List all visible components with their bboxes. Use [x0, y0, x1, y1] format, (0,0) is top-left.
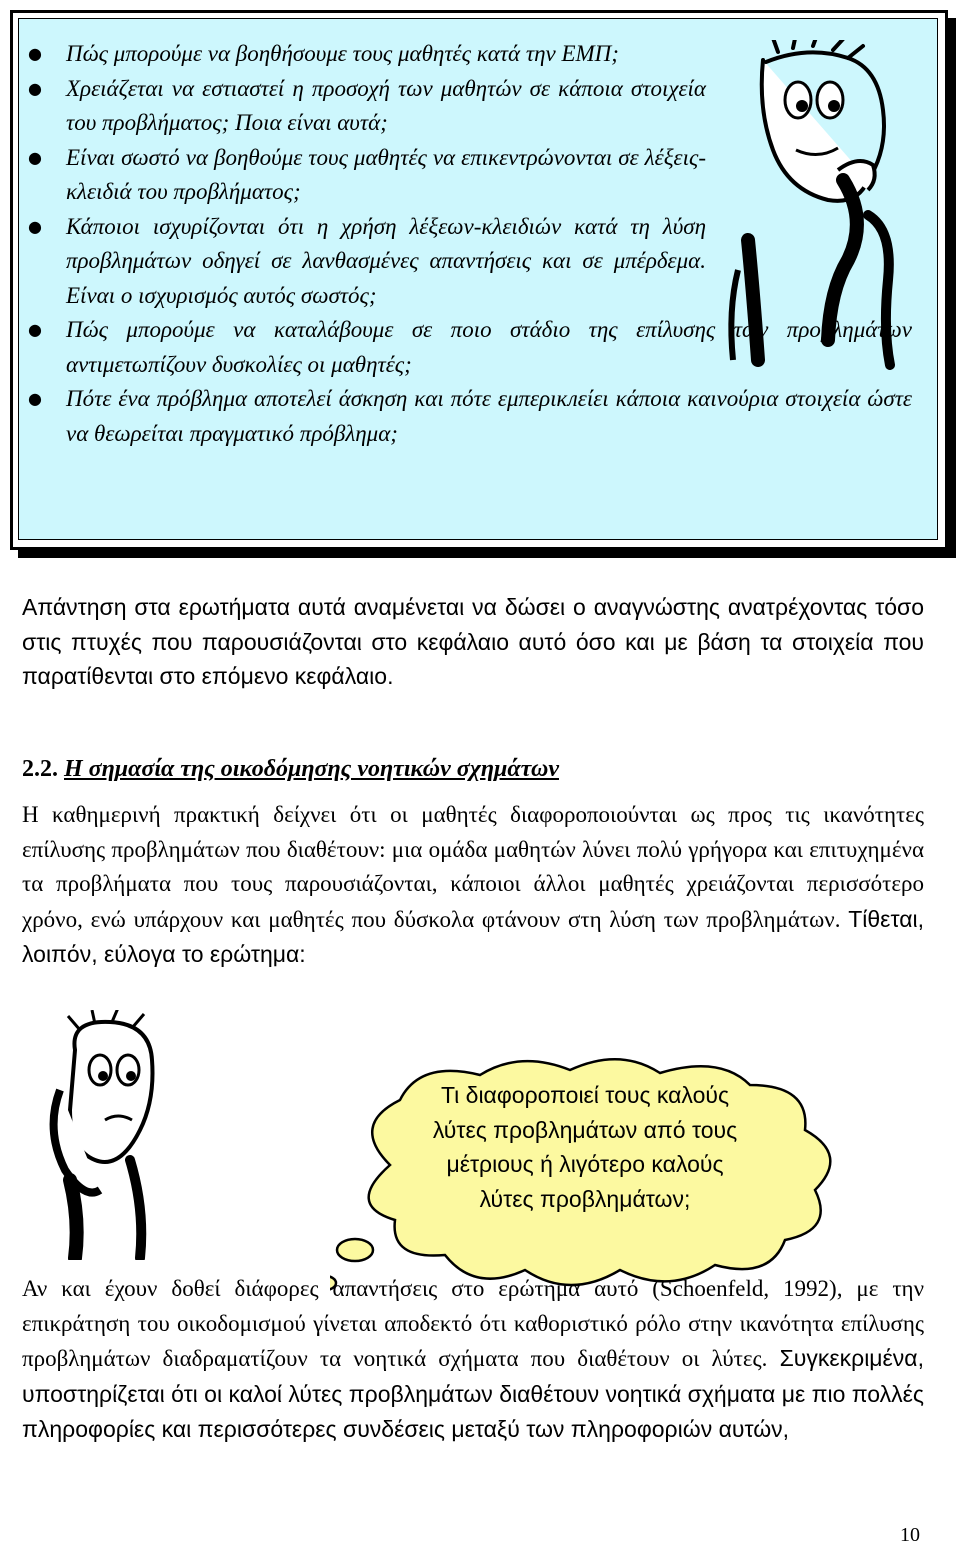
- eye-icon: [785, 82, 811, 118]
- question-item: ● Είναι σωστό να βοηθούμε τους μαθητές να επικεντρώνονται σε λέξεις-κλειδιά του προβλήματος;: [66, 141, 706, 210]
- section-heading: [22, 756, 559, 783]
- cloud-line: μέτριους ή λιγότερο καλούς: [446, 1151, 724, 1177]
- body-paragraph-1: [22, 798, 924, 973]
- paragraph-1-sans-text: Τίθεται, λοιπόν, εύλογα το ερώτημα:: [22, 905, 924, 967]
- cloud-question: [370, 1078, 800, 1216]
- paragraph-2-sans-text: Συγκεκριμένα, υποστηρίζεται ότι οι καλοί λύτες προβλημάτων διαθέτουν νοητικά σχήματα με πιο πολλές πληροφορίες και περισσότερες συνδέσεις μεταξύ των πληροφοριών αυτών,: [22, 1345, 924, 1442]
- body-paragraph-2: [22, 1272, 924, 1448]
- paragraph-2-serif-text: Αν και έχουν δοθεί διάφορες απαντήσεις στο ερώτημα αυτό (Schoenfeld, 1992), με την επικράτηση του οικοδομισμού γίνεται αποδεκτό ότι καθοριστικό ρόλο στην ικανότητα επίλυσης προβλημάτων διαδραματίζουν τα νοητικά σχήματα που διαθέτουν οι λύτες.: [22, 1276, 924, 1371]
- question-item: ● Κάποιοι ισχυρίζονται ότι η χρήση λέξεων-κλειδιών κατά τη λύση προβλημάτων οδηγεί σε λανθασμένες απαντήσεις και σε μπέρδεμα. Είναι ο ισχυρισμός αυτός σωστός;: [66, 210, 706, 314]
- question-item: ● Πώς μπορούμε να καταλάβουμε σε ποιο στάδιο της επίλυσης των προβλημάτων αντιμετωπίζουν δυσκολίες οι μαθητές;: [66, 313, 912, 382]
- worried-person-illustration: [40, 1010, 180, 1260]
- eye-icon: [817, 82, 843, 118]
- cloud-line: λύτες προβλημάτων;: [479, 1185, 691, 1212]
- cloud-line: Τι διαφοροποιεί τους καλούς: [440, 1082, 730, 1108]
- cloud-line: λύτες προβλημάτων από τους: [432, 1116, 738, 1143]
- question-item: ● Πώς μπορούμε να βοηθήσουμε τους μαθητές κατά την ΕΜΠ;: [66, 37, 706, 72]
- page-number: 10: [900, 1524, 920, 1546]
- paragraph-1-serif-text: Η καθημερινή πρακτική δείχνει ότι οι μαθητές διαφοροποιούνται ως προς τις ικανότητες επίλυσης προβλημάτων που διαθέτουν: μια ομάδα μαθητών λύνει πολύ γρήγορα και επιτυχημένα τα προβλήματα που τους παρουσιάζονται, κάποιοι άλλοι μαθητές χρειάζονται περισσότερο χρόνο, ενώ υπάρχουν και μαθητές που δύσκολα φτάνουν στη λύση των προβλημάτων.: [22, 802, 924, 932]
- answer-paragraph: Απάντηση στα ερωτήματα αυτά αναμένεται να δώσει ο αναγνώστης ανατρέχοντας τόσο στις πτυχές που παρουσιάζονται στο κεφάλαιο αυτό όσο και με βάση τα στοιχεία που παρατίθενται στο επόμενο κεφάλαιο.: [22, 594, 924, 689]
- thinking-person-illustration: [718, 40, 898, 370]
- section-number: 2.2.: [22, 756, 58, 782]
- eye-icon: [117, 1055, 139, 1085]
- eye-icon: [89, 1055, 111, 1085]
- section-title: Η σημασία της οικοδόμησης νοητικών σχημάτων: [64, 756, 559, 782]
- question-item: ● Χρειάζεται να εστιαστεί η προσοχή των μαθητών σε κάποια στοιχεία του προβλήματος; Ποια είναι αυτά;: [66, 72, 706, 141]
- question-item: ● Πότε ένα πρόβλημα αποτελεί άσκηση και πότε εμπεριклείει κάποια καινούρια στοιχεία ώστε να θεωρείται πραγματικό πρόβλημα;: [66, 382, 912, 451]
